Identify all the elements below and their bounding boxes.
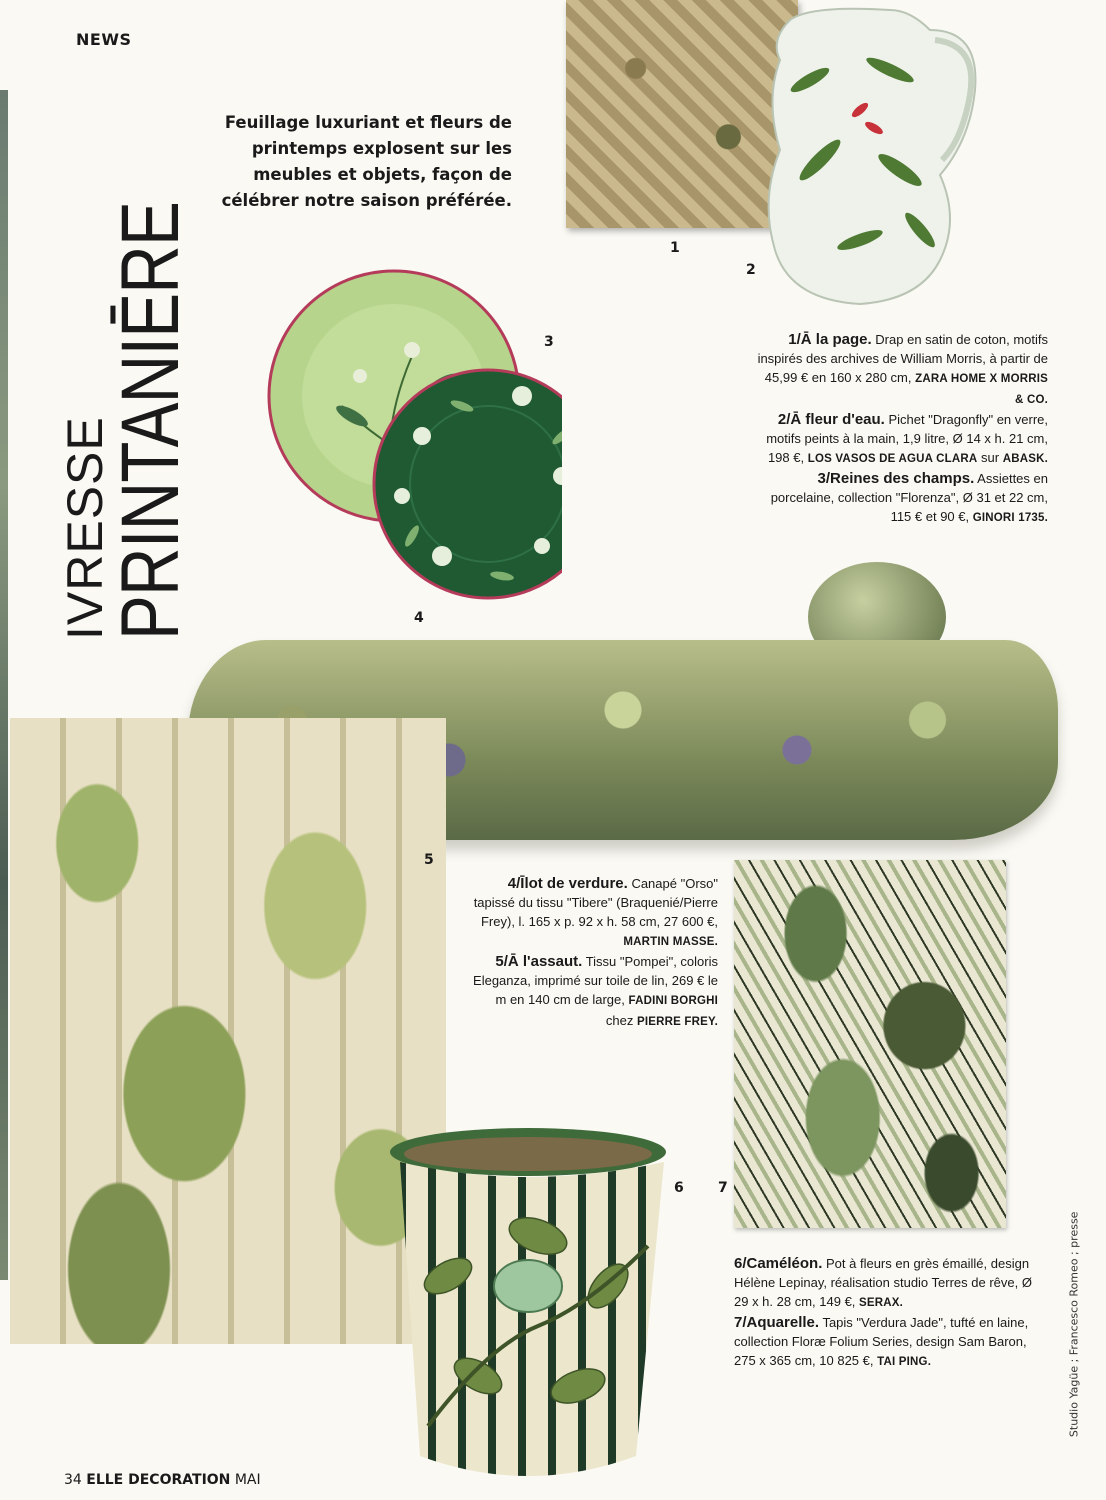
page-number: 34 [64,1472,82,1488]
caption-4: 4/Īlot de verdure. Canapé "Orso" tapissé du tissu "Tibere" (Braquenié/Pierre Frey), l. 165 x p. 92 x h. 58 cm, 27 600 €, MARTIN MASSE. [473,875,718,948]
caption-7: 7/Aquarelle. Tapis "Verdura Jade", tufté en laine, collection Floræ Folium Series, design Sam Baron, 275 x 365 cm, 10 825 €, TAI PING. [734,1314,1029,1368]
product-number-7: 7 [718,1180,728,1196]
product-image-flower-pot [388,1126,678,1486]
title-line-2: PRINTANIĒRE [105,201,196,640]
issue-month: MAI [234,1472,261,1488]
product-number-2: 2 [746,262,756,278]
photo-credit: Studio Yagüe ; Francesco Romeo ; presse [1068,1211,1081,1438]
caption-2: 2/Ā fleur d'eau. Pichet "Dragonfly" en verre, motifs peints à la main, 1,9 litre, Ø 14 x h. 21 cm, 198 €, LOS VASOS DE AGUA CLARA sur ABASK. [766,411,1048,465]
product-number-3: 3 [544,334,554,350]
section-label: NEWS [76,30,132,49]
intro-text: Feuillage luxuriant et fleurs de printemps explosent sur les meubles et objets, façon de célébrer notre saison préférée. [221,113,512,210]
page-footer [64,1472,261,1488]
caption-block-6-7 [734,1254,1034,1372]
product-number-6: 6 [674,1180,684,1196]
product-image-plates [262,266,562,612]
product-image-rug [734,860,1006,1228]
product-image-pitcher [750,0,990,306]
caption-3: 3/Reines des champs. Assiettes en porcelaine, collection "Florenza", Ø 31 et 22 cm, 115 € et 90 €, GINORI 1735. [770,470,1048,524]
product-number-5: 5 [424,852,434,868]
product-number-4: 4 [414,610,424,626]
caption-5: 5/Ā l'assaut. Tissu "Pompei", coloris Eleganza, imprimé sur toile de lin, 269 € le m en 140 cm de large, FADINI BORGHI chez PIERRE FREY. [473,953,718,1028]
caption-6: 6/Caméléon. Pot à fleurs en grès émaillé, design Hélène Lepinay, réalisation studio Terres de rêve, Ø 29 x h. 28 cm, 149 €, SERAX. [734,1255,1032,1309]
product-number-1: 1 [670,240,680,256]
caption-block-4-5 [472,874,718,1032]
page-edge-strip [0,90,8,1280]
page-title [57,106,196,640]
title-line-1: IVRESSE [57,416,113,640]
caption-1: 1/Ā la page. Drap en satin de coton, motifs inspirés des archives de William Morris, à partir de 45,99 € en 160 x 280 cm, ZARA HOME X MORRIS & CO. [757,331,1048,406]
magazine-name: ELLE DECORATION [86,1472,231,1488]
product-image-pompei-fabric [10,718,446,1344]
caption-block-1-3 [754,330,1048,528]
